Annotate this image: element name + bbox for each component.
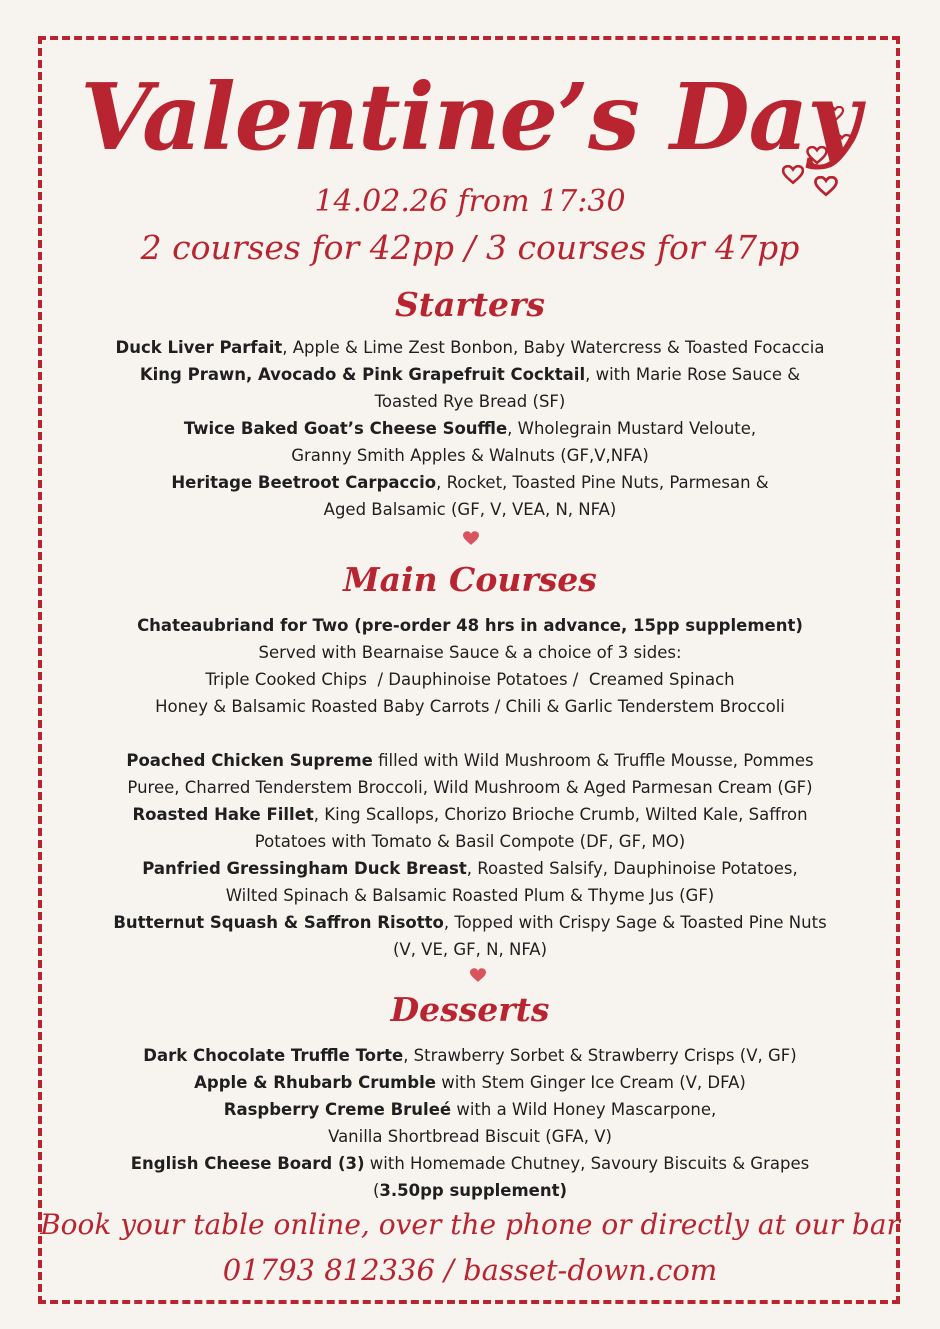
menu-item-cont: Vanilla Shortbread Biscuit (GFA, V) (328, 1127, 612, 1146)
menu-item: Apple & Rhubarb Crumble with Stem Ginger Ice Cream (V, DFA) (194, 1073, 746, 1092)
menu-item: English Cheese Board (3) with Homemade Chutney, Savoury Biscuits & Grapes (130, 1154, 810, 1173)
desserts-heading: Desserts (390, 990, 550, 1029)
heart-icon (470, 968, 486, 983)
menu-item-cont: Triple Cooked Chips / Dauphinoise Potatoes / Creamed Spinach (205, 670, 735, 689)
heart-icon (463, 531, 479, 546)
event-date-time: 14.02.26 from 17:30 (314, 184, 626, 219)
contact-info: 01793 812336 / basset-down.com (222, 1253, 718, 1287)
menu-item-cont: (3.50pp supplement) (372, 1181, 568, 1200)
course-pricing: 2 courses for 42pp / 3 courses for 47pp (140, 228, 800, 267)
desserts-list (60, 1042, 880, 1204)
menu-item-cont: Potatoes with Tomato & Basil Compote (DF, GF, MO) (254, 832, 686, 851)
menu-item-cont: Wilted Spinach & Balsamic Roasted Plum & Thyme Jus (GF) (225, 886, 715, 905)
menu-item: Chateaubriand for Two (pre-order 48 hrs in advance, 15pp supplement) (137, 616, 803, 635)
page-title: Valentine’s Day (80, 63, 860, 171)
main-courses-list (60, 612, 880, 963)
heart-icon (832, 134, 852, 152)
heart-icon (806, 146, 828, 165)
menu-item-cont: Served with Bearnaise Sauce & a choice of 3 sides: (258, 643, 682, 662)
menu-item-cont: Granny Smith Apples & Walnuts (GF,V,NFA) (291, 446, 649, 465)
menu-item-cont: (V, VE, GF, N, NFA) (392, 940, 548, 959)
menu-item: Duck Liver Parfait, Apple & Lime Zest Bonbon, Baby Watercress & Toasted Focaccia (115, 338, 825, 357)
menu-item-cont: Puree, Charred Tenderstem Broccoli, Wild Mushroom & Aged Parmesan Cream (GF) (127, 778, 813, 797)
menu-item-cont: Aged Balsamic (GF, V, VEA, N, NFA) (323, 500, 617, 519)
menu-item: Panfried Gressingham Duck Breast, Roasted Salsify, Dauphinoise Potatoes, (142, 859, 798, 878)
menu-item: King Prawn, Avocado & Pink Grapefruit Cocktail, with Marie Rose Sauce & (139, 365, 801, 384)
menu-item: Dark Chocolate Truffle Torte, Strawberry Sorbet & Strawberry Crisps (V, GF) (143, 1046, 797, 1065)
menu-item: Poached Chicken Supreme filled with Wild Mushroom & Truffle Mousse, Pommes (126, 751, 814, 770)
menu-item: Raspberry Creme Bruleé with a Wild Honey Mascarpone, (223, 1100, 717, 1119)
starters-list (60, 334, 880, 523)
menu-item-cont: Toasted Rye Bread (SF) (374, 392, 566, 411)
starters-heading: Starters (394, 285, 546, 324)
menu-item: Heritage Beetroot Carpaccio, Rocket, Toasted Pine Nuts, Parmesan & (171, 473, 769, 492)
main-courses-heading: Main Courses (343, 560, 597, 599)
menu-item: Butternut Squash & Saffron Risotto, Topped with Crispy Sage & Toasted Pine Nuts (113, 913, 827, 932)
menu-item: Twice Baked Goat’s Cheese Souffle, Wholegrain Mustard Veloute, (183, 419, 757, 438)
heart-icon (826, 106, 844, 122)
menu-item-cont: Honey & Balsamic Roasted Baby Carrots / Chili & Garlic Tenderstem Broccoli (155, 697, 785, 716)
booking-info: Book your table online, over the phone or directly at our bar (40, 1208, 900, 1241)
menu-item: Roasted Hake Fillet, King Scallops, Chorizo Brioche Crumb, Wilted Kale, Saffron (132, 805, 808, 824)
